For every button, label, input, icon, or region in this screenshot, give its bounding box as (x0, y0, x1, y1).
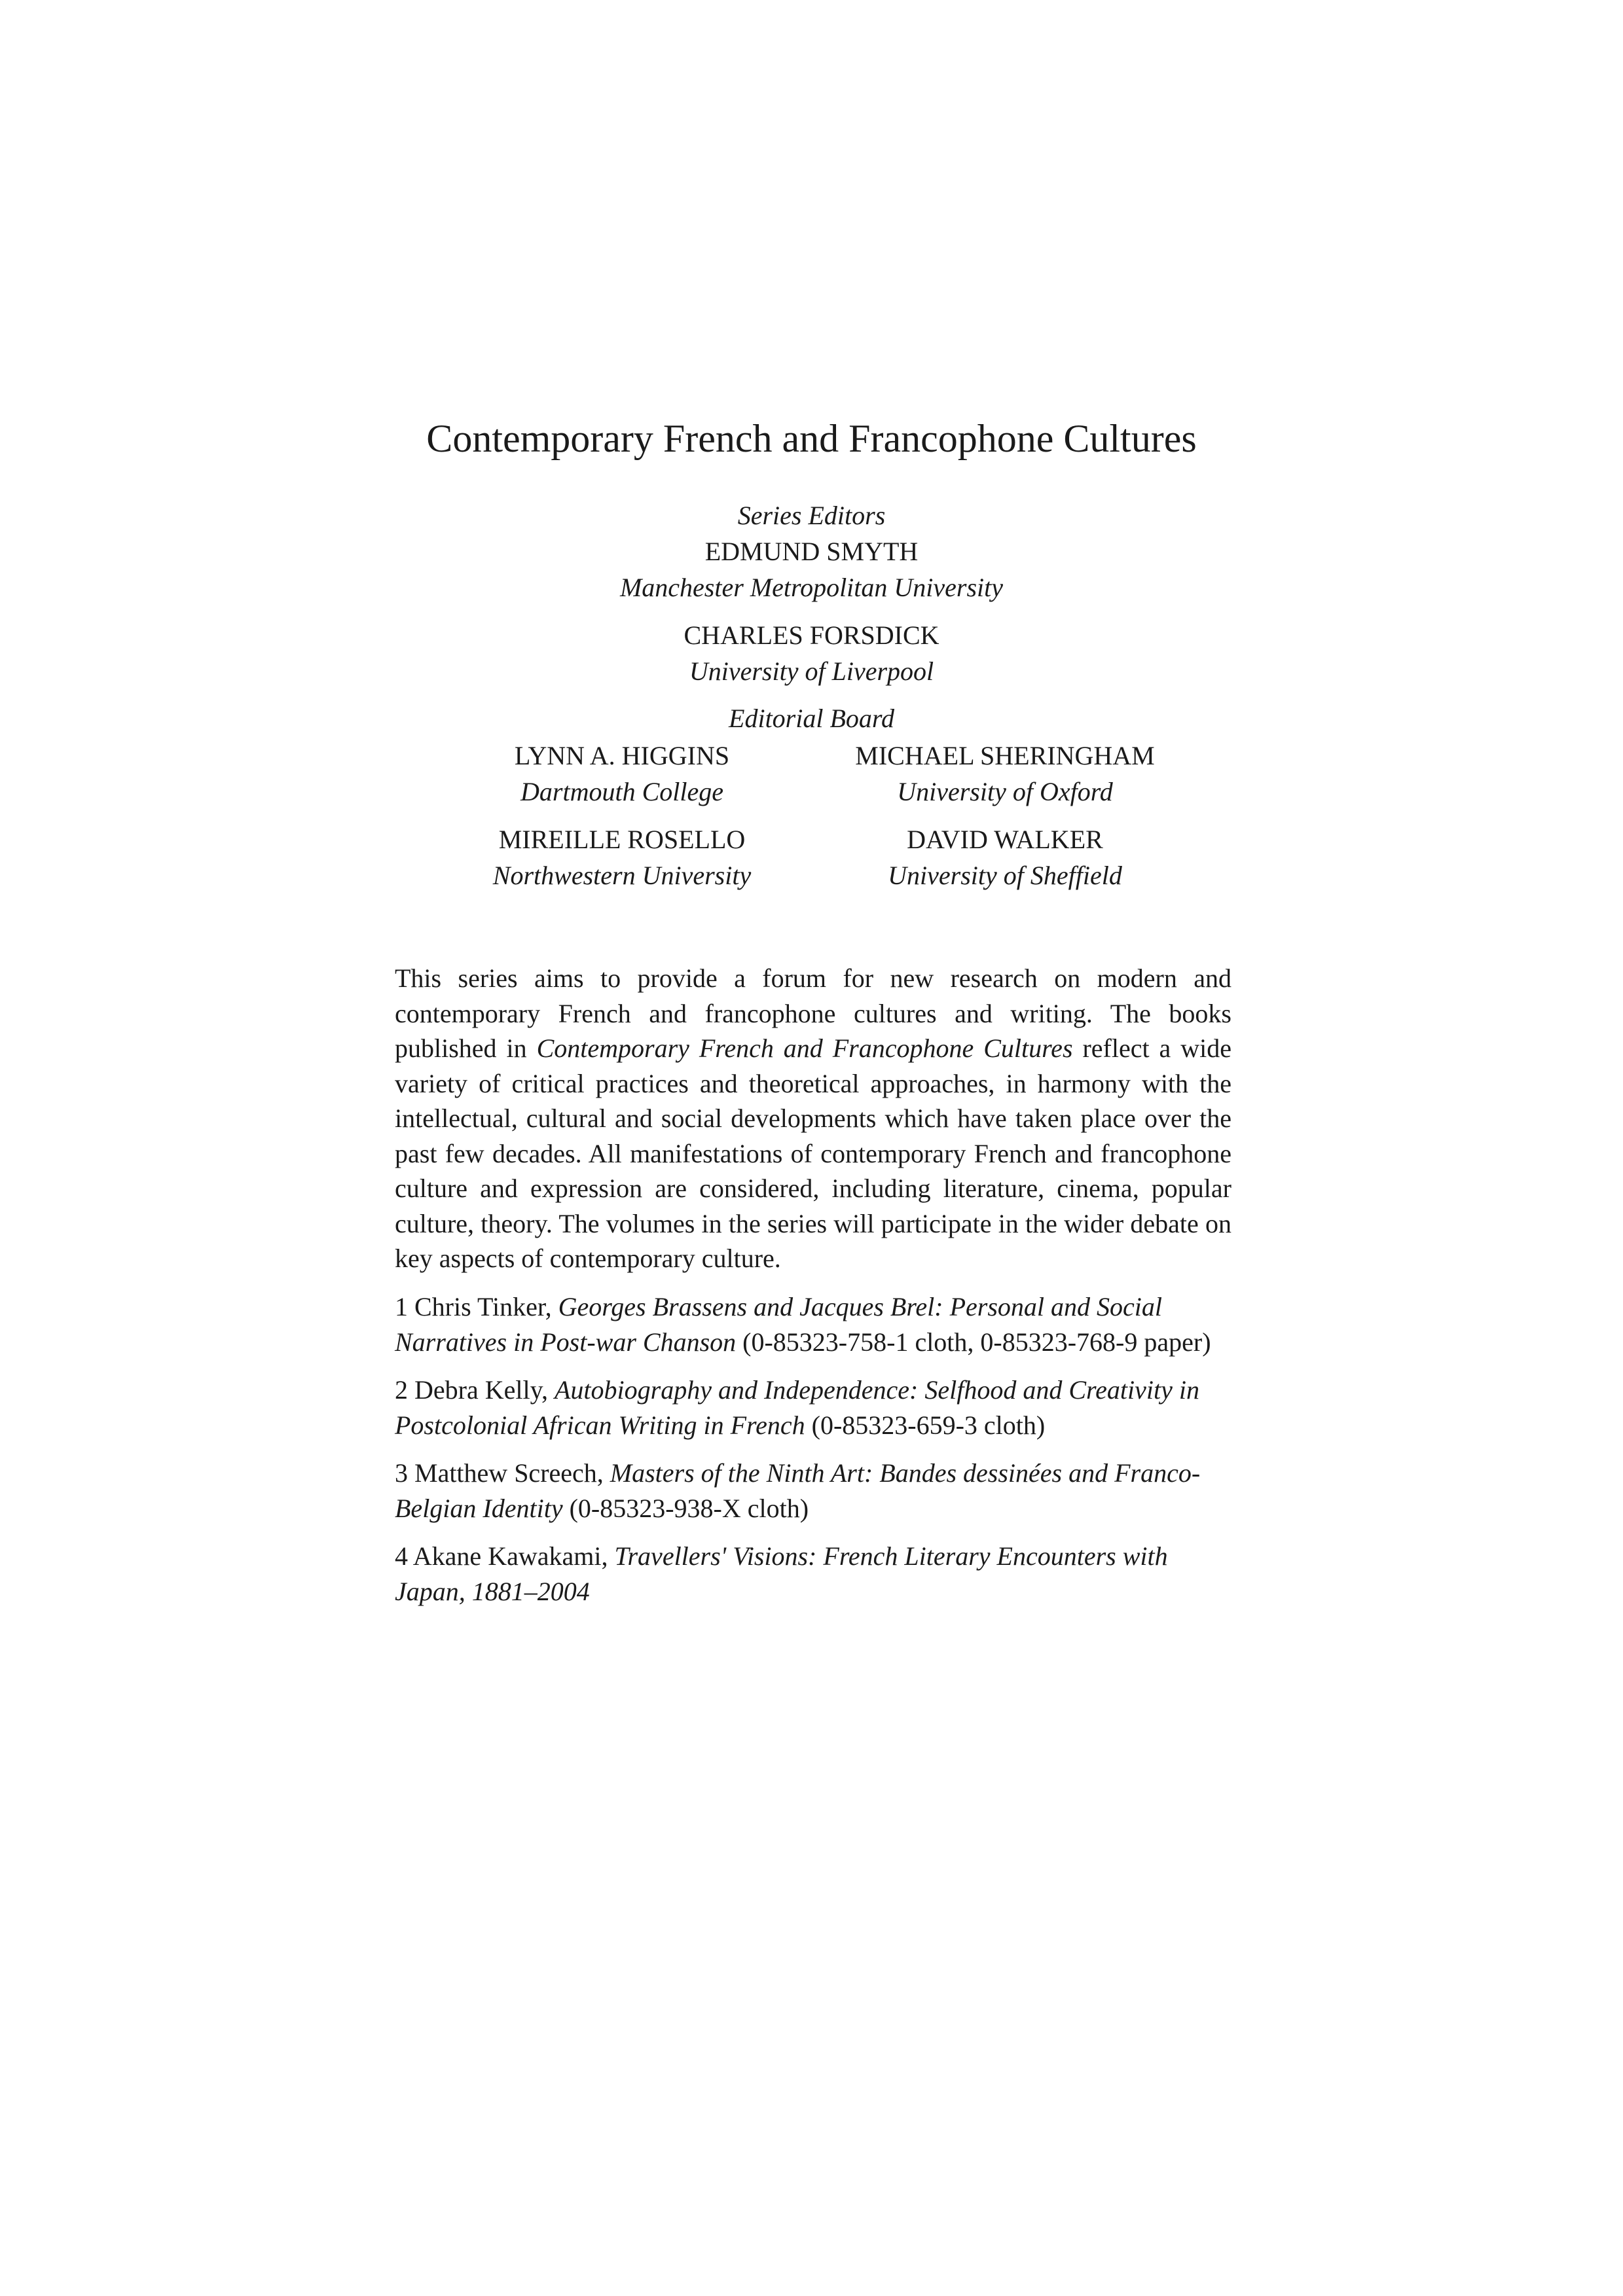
book-isbn: (0-85323-938-X cloth) (562, 1493, 809, 1523)
book-number-author: 2 Debra Kelly, (395, 1375, 555, 1405)
spacer (0, 605, 1623, 617)
series-description (395, 961, 1231, 1276)
book-title: Georges Brassens and Jacques Brel: Personal and Social Narratives in Post-war Chanson (395, 1292, 1163, 1357)
editor-affiliation: Manchester Metropolitan University (619, 573, 1004, 602)
board-member-name: DAVID WALKER (907, 825, 1103, 854)
editorial-board-label: Editorial Board (729, 704, 894, 733)
editor-name: EDMUND SMYTH (704, 537, 919, 566)
book-title: Autobiography and Independence: Selfhood and Creativity in Postcolonial African Writing in French (395, 1375, 1199, 1440)
list-item (395, 1372, 1231, 1443)
board-member-name: MICHAEL SHERINGHAM (855, 741, 1155, 770)
series-description-title: Contemporary French and Francophone Cultures (536, 1033, 1073, 1063)
editor-name: CHARLES FORSDICK (684, 620, 939, 650)
board-member-affiliation: Dartmouth College (520, 777, 723, 806)
editor-affiliation: University of Liverpool (689, 656, 934, 686)
book-isbn: (0-85323-758-1 cloth, 0-85323-768-9 paper) (736, 1327, 1211, 1357)
list-item (395, 1456, 1231, 1526)
list-item (395, 1539, 1231, 1609)
book-list (395, 1289, 1231, 1622)
book-isbn: (0-85323-659-3 cloth) (805, 1410, 1046, 1440)
series-description-text: This series aims to provide a forum for new research on modern and contemporary French and francophone cultures and writing. The books published in (395, 963, 1231, 1063)
book-title: Masters of the Ninth Art: Bandes dessinées and Franco-Belgian Identity (395, 1458, 1201, 1523)
board-member-affiliation: Northwestern University (492, 861, 752, 890)
board-member-name: LYNN A. HIGGINS (514, 741, 730, 770)
series-title: Contemporary French and Francophone Cultures (426, 417, 1197, 460)
book-number-author: 3 Matthew Screech, (395, 1458, 610, 1488)
board-member-name: MIREILLE ROSELLO (498, 825, 746, 854)
editorial-board-right-column (710, 738, 1300, 893)
book-title: Travellers' Visions: French Literary Encounters with Japan, 1881–2004 (395, 1541, 1168, 1606)
book-number-author: 4 Akane Kawakami, (395, 1541, 615, 1571)
board-member-affiliation: University of Sheffield (888, 861, 1122, 890)
series-editors (0, 497, 1623, 689)
book-number-author: 1 Chris Tinker, (395, 1292, 558, 1321)
board-member-affiliation: University of Oxford (897, 777, 1113, 806)
spacer (710, 810, 1300, 821)
list-item (395, 1289, 1231, 1359)
series-description-text: reflect a wide variety of critical practices and theoretical approaches, in harmony with the intellectual, cultural and social developments which have taken place over the past few decades. All manifestations of contemporary French and francophone culture and expression are considered, including literature, cinema, popular culture, theory. The volumes in the series will participate in the wider debate on key aspects of contemporary culture. (395, 1033, 1231, 1273)
series-editors-label: Series Editors (737, 501, 886, 530)
